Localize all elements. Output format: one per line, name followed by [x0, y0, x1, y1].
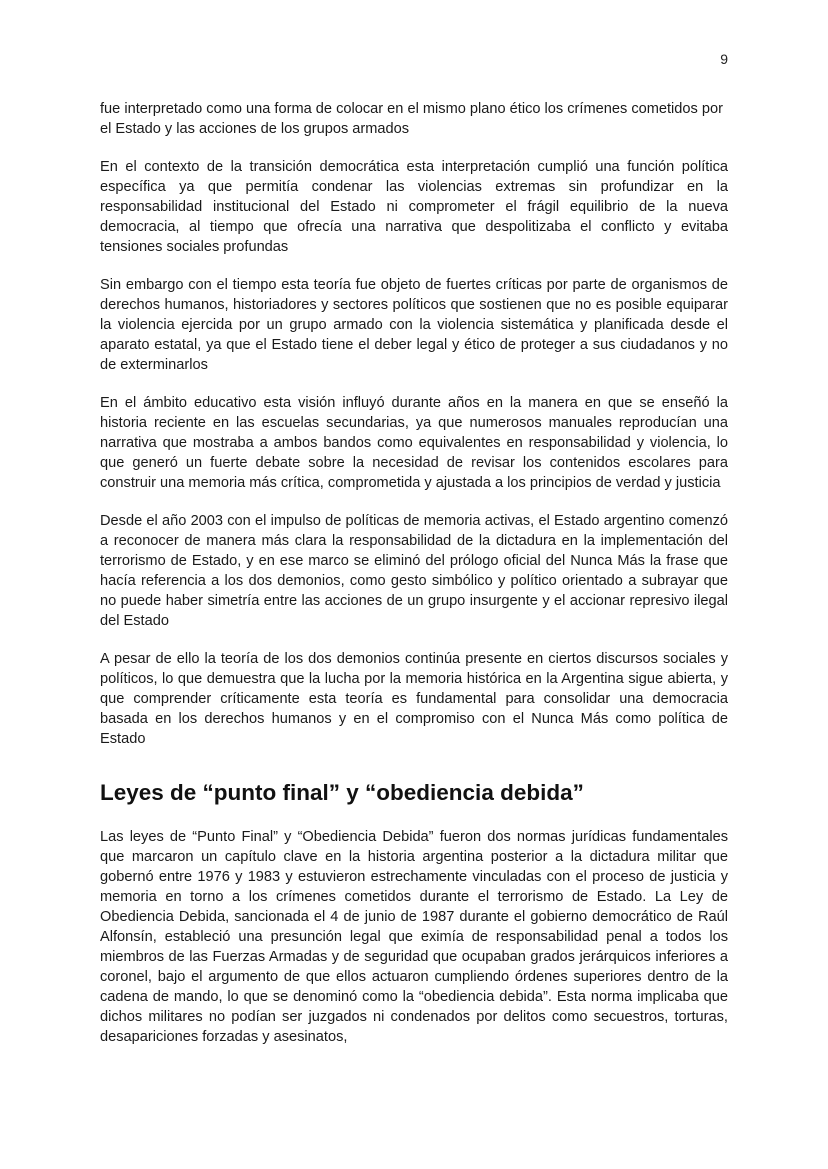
paragraph-continuing-debate: A pesar de ello la teoría de los dos demonios continúa presente en ciertos discursos sociales y políticos, lo que demuestra que la lucha por la memoria histórica en la Argentina sigue abierta, y que comprender críticamente esta teoría es fundamental para consolidar una democracia basada en los derechos humanos y en el compromiso con el Nunca Más como política de Estado: [100, 651, 728, 747]
paragraph-criticism: Sin embargo con el tiempo esta teoría fue objeto de fuertes críticas por parte de organismos de derechos humanos, historiadores y sectores políticos que sostienen que no es posible equiparar la violencia ejercida por un grupo armado con la violencia sistemática y planificada desde el aparato estatal, ya que el Estado tiene el deber legal y ético de proteger a sus ciudadanos y no de exterminarlos: [100, 277, 728, 373]
paragraph-laws-description: Las leyes de “Punto Final” y “Obediencia Debida” fueron dos normas jurídicas fundamentales que marcaron un capítulo clave en la historia argentina posterior a la dictadura militar que gobernó entre 1976 y 1983 y estuvieron estrechamente vinculadas con el proceso de justicia y memoria en torno a los crímenes cometidos durante el terrorismo de Estado. La Ley de Obediencia Debida, sancionada el 4 de junio de 1987 durante el gobierno democrático de Raúl Alfonsín, estableció una presunción legal que eximía de responsabilidad penal a todos los miembros de las Fuerzas Armadas y de seguridad que ocupaban grados jerárquicos inferiores a coronel, bajo el argumento de que ellos actuaron cumpliendo órdenes superiores dentro de la cadena de mando, lo que se denominó como la “obediencia debida”. Esta norma implicaba que dichos militares no podían ser juzgados ni condenados por delitos como secuestros, torturas, desapariciones forzadas y asesinatos,: [100, 829, 728, 1045]
paragraph-transition-function: En el contexto de la transición democrática esta interpretación cumplió una función política específica ya que permitía condenar las violencias extremas sin profundizar en la responsabilidad institucional del Estado ni comprometer el frágil equilibrio de la nueva democracia, al tiempo que ofrecía una narrativa que despolitizaba el conflicto y evitaba tensiones sociales profundas: [100, 159, 728, 255]
page-number: 9: [720, 51, 728, 67]
page-content: [100, 99, 728, 1065]
paragraph-continuation: fue interpretado como una forma de colocar en el mismo plano ético los crímenes cometidos por el Estado y las acciones de los grupos armados: [100, 101, 723, 137]
section-heading: Leyes de “punto final” y “obediencia debida”: [100, 780, 584, 805]
paragraph-education: En el ámbito educativo esta visión influyó durante años en la manera en que se enseñó la historia reciente en las escuelas secundarias, ya que numerosos manuales reproducían una narrativa que mostraba a ambos bandos como equivalentes en responsabilidad y violencia, lo que generó un fuerte debate sobre la necesidad de revisar los contenidos escolares para construir una memoria más crítica, comprometida y ajustada a los principios de verdad y justicia: [100, 395, 728, 491]
paragraph-2003-policies: Desde el año 2003 con el impulso de políticas de memoria activas, el Estado argentino comenzó a reconocer de manera más clara la responsabilidad de la dictadura en la implementación del terrorismo de Estado, y en ese marco se eliminó del prólogo oficial del Nunca Más la frase que hacía referencia a los dos demonios, como gesto simbólico y político orientado a subrayar que no puede haber simetría entre las acciones de un grupo insurgente y el accionar represivo ilegal del Estado: [100, 513, 728, 629]
